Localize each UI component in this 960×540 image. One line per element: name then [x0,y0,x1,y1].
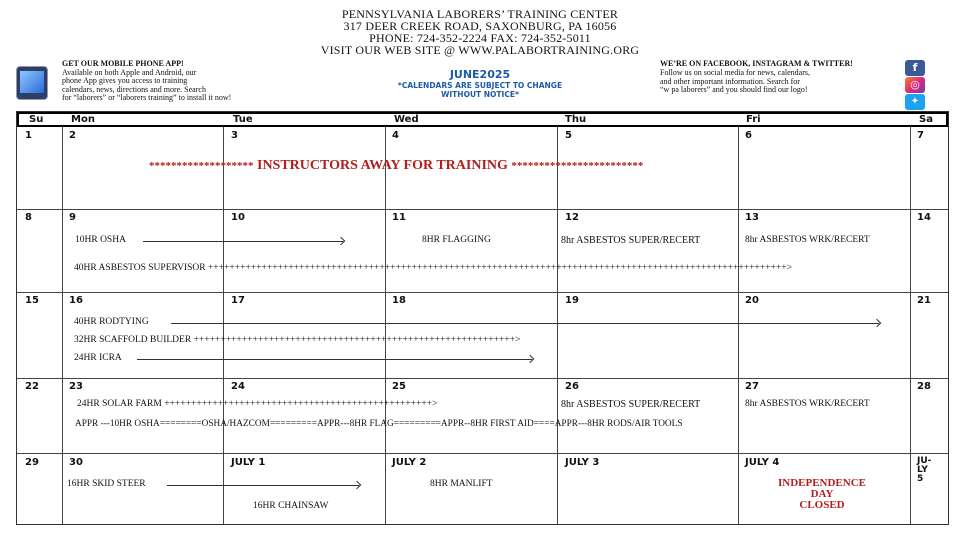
class-asbestos-super: 8hr ASBESTOS SUPER/RECERT [561,399,701,410]
column-divider [738,127,739,524]
instagram-icon[interactable]: ◎ [905,77,925,93]
day-number: 10 [231,212,245,223]
weekday-fri: Fri [746,114,761,125]
weekday-sa: Sa [919,114,933,125]
banner-stars-left: ******************* [149,160,254,172]
day-number: 5 [565,130,572,141]
class-24hr-icra: 24HR ICRA [74,353,122,363]
day-number: 28 [917,381,931,392]
apprentice-schedule: APPR ---10HR OSHA========OSHA/HAZCOM=========APPR---8HR FLAG=========APPR--8HR FIRST AID====APPR---8HR RODS/AIR TOOLS [75,419,683,429]
class-24hr-solar-farm: 24HR SOLAR FARM ++++++++++++++++++++++++++++++++++++++++++++++++++> [77,399,438,409]
holiday-line: DAY [810,488,834,500]
class-40hr-rodtying: 40HR RODTYING [74,317,149,327]
column-divider [385,127,386,524]
independence-day-closed [757,478,887,511]
social-line: and other important information. Search for [660,76,800,86]
month-title: JUNE2025 [449,68,511,81]
day-number: 1 [25,130,32,141]
day-number: 26 [565,381,579,392]
app-promo-line: phone App gives you access to training [62,76,188,86]
change-notice: *CALENDARS ARE SUBJECT TO CHANGE [397,81,563,90]
app-promo [62,60,292,103]
day-number: 14 [917,212,931,223]
social-icons [905,60,927,111]
day-number: JULY 4 [745,457,780,468]
week-divider [17,292,948,293]
duration-arrow [167,485,359,486]
day-number: JU- LY 5 [917,456,932,484]
change-notice: WITHOUT NOTICE* [441,90,519,99]
duration-arrow [171,323,879,324]
app-promo-title: GET OUR MOBILE PHONE APP! [62,59,184,68]
social-line: Follow us on social media for news, calendars, [660,67,810,77]
twitter-icon[interactable]: ✦ [905,94,925,110]
day-number: 16 [69,295,83,306]
day-number: 19 [565,295,579,306]
center-address: 317 DEER CREEK ROAD, SAXONBURG, PA 16056 [343,19,617,33]
social-title: WE’RE ON FACEBOOK, INSTAGRAM & TWITTER! [660,59,853,68]
day-number: 8 [25,212,32,223]
day-number: 27 [745,381,759,392]
app-promo-line: for “laborers” or “laborers training” to install it now! [62,93,232,103]
day-number: 12 [565,212,579,223]
day-number: 21 [917,295,931,306]
holiday-line: CLOSED [799,499,845,511]
class-16hr-chainsaw: 16HR CHAINSAW [253,501,329,511]
day-number: 2 [69,130,76,141]
day-number: 22 [25,381,39,392]
day-number: 30 [69,457,83,468]
holiday-line: INDEPENDENCE [777,477,866,489]
phone-app-icon [16,66,48,100]
duration-arrow [137,359,532,360]
class-32hr-scaffold: 32HR SCAFFOLD BUILDER ++++++++++++++++++++++++++++++++++++++++++++++++++++++++++++> [74,335,521,345]
class-asbestos-wrk: 8hr ASBESTOS WRK/RECERT [745,399,870,409]
banner-text: INSTRUCTORS AWAY FOR TRAINING [253,158,512,173]
day-number: 29 [25,457,39,468]
weekday-mon: Mon [71,114,95,125]
day-number: 9 [69,212,76,223]
day-number: 25 [392,381,406,392]
day-number: 18 [392,295,406,306]
day-number: 4 [392,130,399,141]
class-16hr-skid-steer: 16HR SKID STEER [67,479,146,489]
duration-arrow [143,241,343,242]
column-divider [910,127,911,524]
class-10hr-osha: 10HR OSHA [75,235,126,245]
class-40hr-asbestos-supervisor: 40HR ASBESTOS SUPERVISOR ++++++++++++++++++++++++++++++++++++++++++++++++++++++++++++++++++++++++++++++++++++++++++++++++++++++++++++> [74,263,792,273]
day-number: 11 [392,212,406,223]
app-promo-line: calendars, news, directions and more. Search [62,84,206,94]
day-number: 23 [69,381,83,392]
week-divider [17,209,948,210]
banner-stars-right: ************************ [511,160,644,172]
weekday-thu: Thu [565,114,587,125]
week-divider [17,378,948,379]
instructors-away-banner [149,158,643,174]
social-line: “w pa laborers” and you should find our logo! [660,85,808,95]
class-asbestos-super: 8hr ASBESTOS SUPER/RECERT [561,235,701,246]
day-number: 15 [25,295,39,306]
class-8hr-manlift: 8HR MANLIFT [430,479,493,489]
column-divider [557,127,558,524]
day-number: 17 [231,295,245,306]
day-number: JULY 3 [565,457,600,468]
facebook-icon[interactable]: f [905,60,925,76]
day-number: 7 [917,130,924,141]
center-website: VISIT OUR WEB SITE @ WWW.PALABORTRAINING.ORG [320,43,640,57]
column-divider [223,127,224,524]
month-title-block [330,68,630,99]
week-divider [17,453,948,454]
day-number: JULY 2 [392,457,427,468]
weekday-wed: Wed [394,114,419,125]
center-name: PENNSYLVANIA LABORERS’ TRAINING CENTER [341,7,619,21]
day-number: JULY 1 [231,457,266,468]
weekday-tue: Tue [233,114,253,125]
app-promo-line: Available on both Apple and Android, our [62,67,197,77]
class-asbestos-wrk: 8hr ASBESTOS WRK/RECERT [745,235,870,245]
center-phone-fax: PHONE: 724-352-2224 FAX: 724-352-5011 [369,31,591,45]
calendar-grid [16,111,949,525]
class-8hr-flagging: 8HR FLAGGING [422,235,491,245]
center-header [0,8,960,56]
social-promo [660,60,900,95]
weekday-su: Su [29,114,44,125]
day-number: 13 [745,212,759,223]
day-number: 20 [745,295,759,306]
day-number: 24 [231,381,245,392]
day-number: 3 [231,130,238,141]
day-number: 6 [745,130,752,141]
weekday-header-row [17,112,948,127]
column-divider [62,127,63,524]
